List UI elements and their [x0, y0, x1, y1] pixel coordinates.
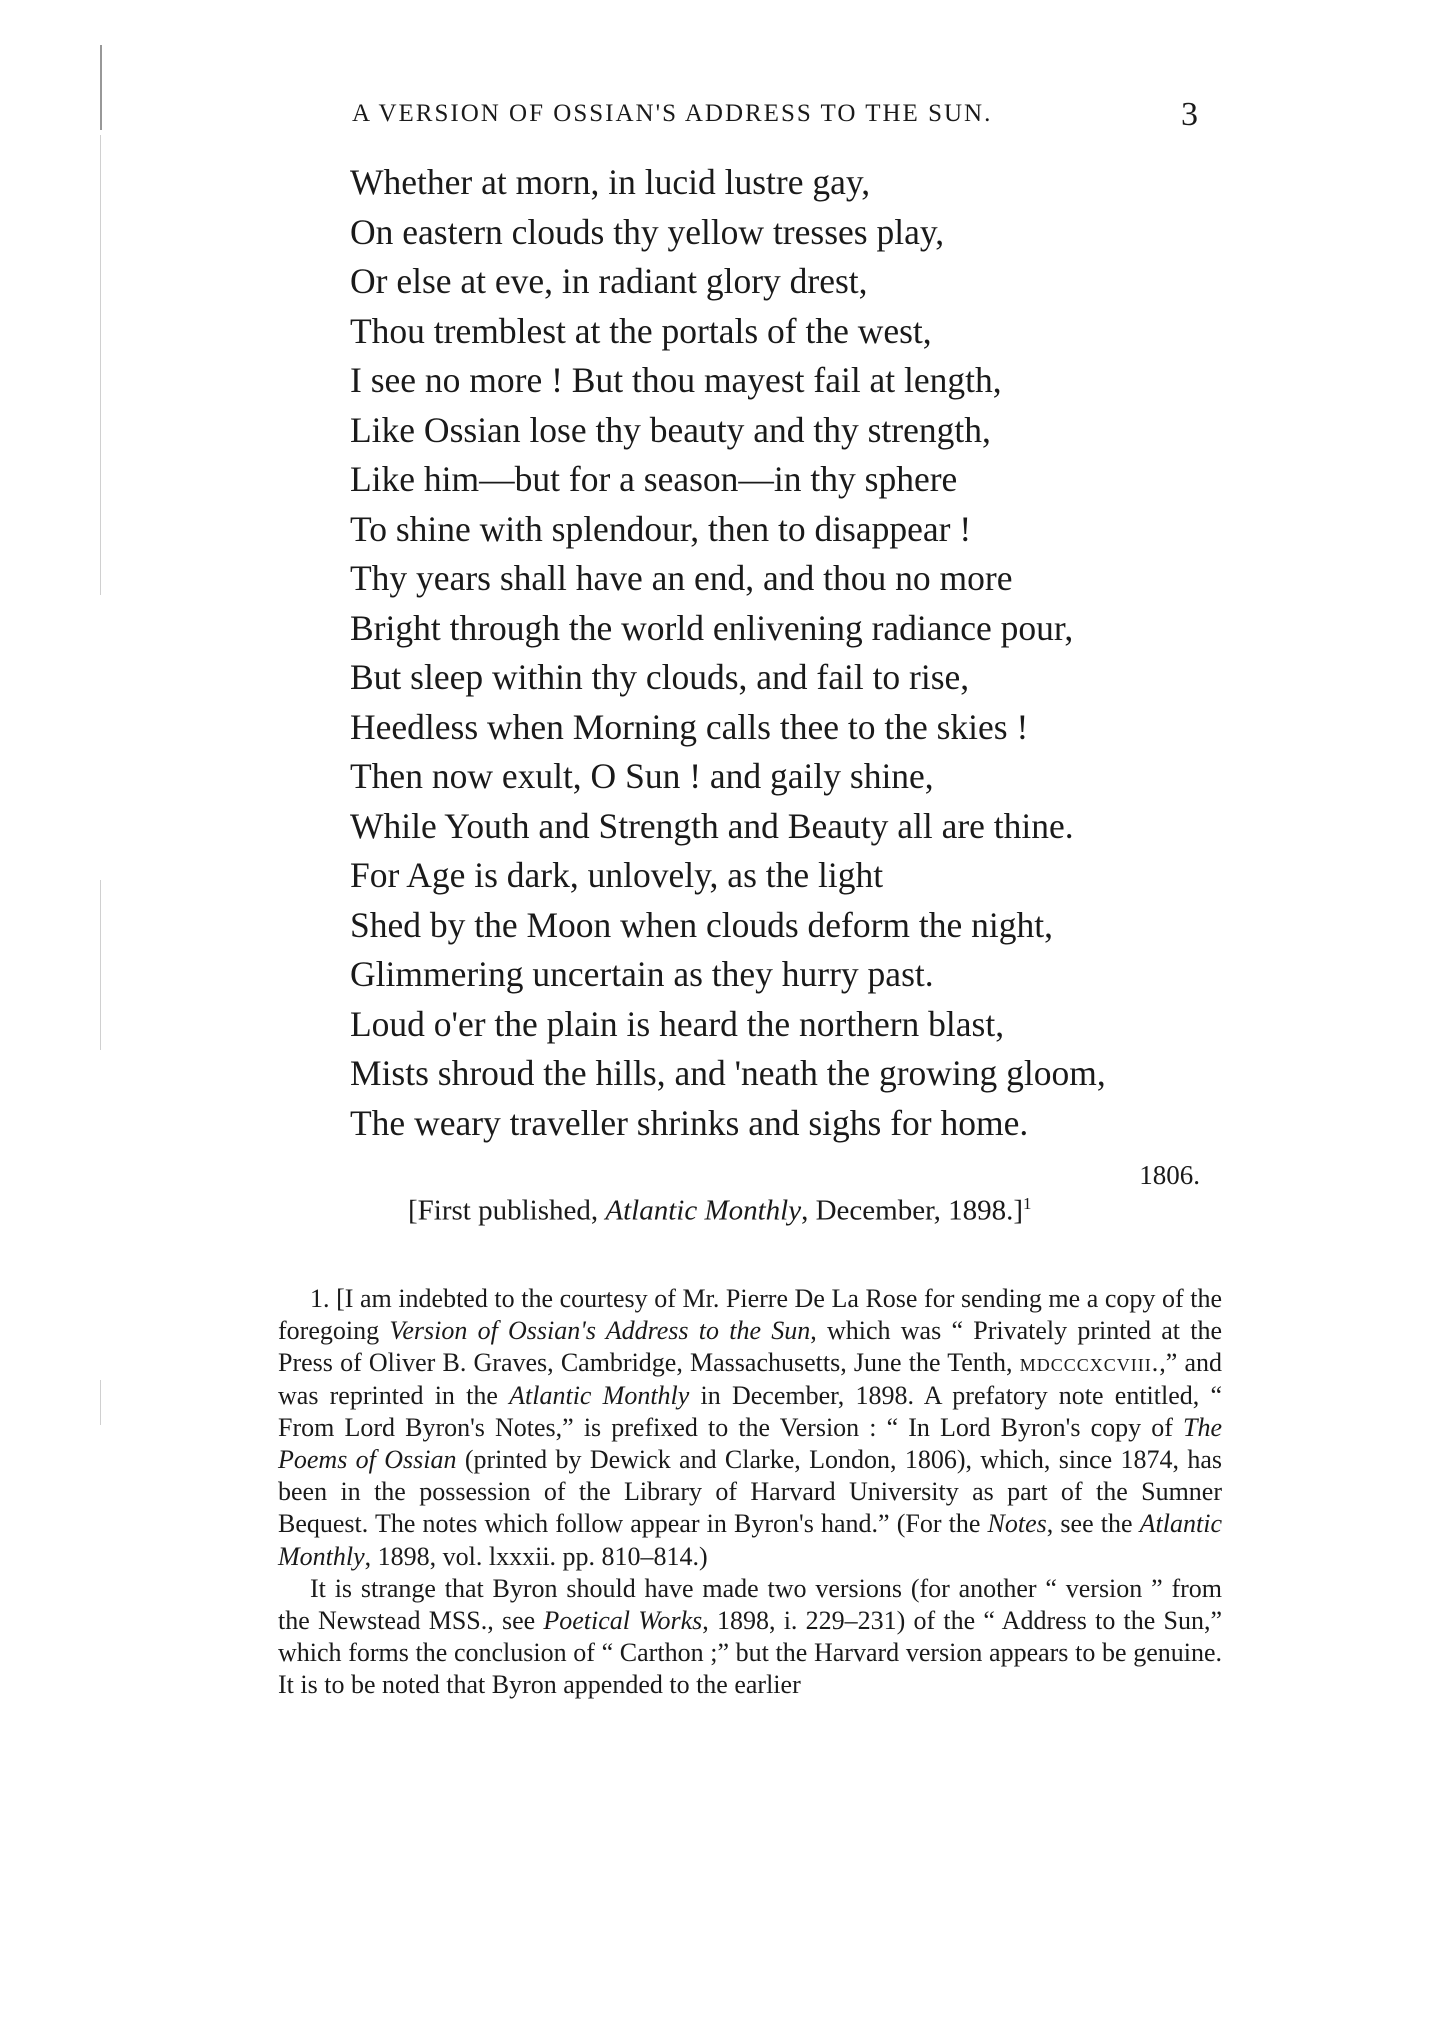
footnote-text: , which was “ Privately printed at the Press of Oliver B. Graves, Cambridge, Massachusetts, June the Tenth,	[278, 1316, 1222, 1378]
footnote-text: [I am indebted to the courtesy of Mr. Pierre De La Rose for sending me a copy of the foregoing	[278, 1284, 1222, 1346]
footnote-number: 1.	[310, 1284, 330, 1313]
footnote-works-title: Poetical Works	[543, 1606, 703, 1636]
poem-line: Or else at eve, in radiant glory drest,	[350, 261, 868, 301]
poem-line: While Youth and Strength and Beauty all are thine.	[350, 805, 1074, 846]
poem-line: For Age is dark, unlovely, as the light	[350, 855, 884, 895]
footnote-journal: Atlantic Monthly	[278, 1509, 1222, 1571]
poem-line: Then now exult, O Sun ! and gaily shine,	[350, 756, 934, 796]
scan-edge-mark	[100, 880, 101, 1050]
footnote-text: ,” and was reprinted in the	[278, 1348, 1222, 1410]
scan-edge-mark	[100, 1380, 101, 1425]
poem-line: Mists shroud the hills, and 'neath the growing gloom,	[350, 1053, 1106, 1093]
poem-line: Thou tremblest at the portals of the west,	[350, 310, 932, 351]
footnote-title: Version of Ossian's Address to the Sun	[389, 1316, 811, 1346]
footnote-text: , 1898, vol. lxxxii. pp. 810–814.)	[364, 1541, 708, 1571]
running-head	[352, 96, 1212, 140]
footnote-notes-title: Notes	[987, 1509, 1047, 1539]
poem-date: 1806.	[1139, 1160, 1200, 1190]
poem-line: Loud o'er the plain is heard the northern blast,	[350, 1003, 1005, 1044]
page-number: 3	[1181, 96, 1198, 133]
poem-line: I see no more ! But thou mayest fail at length,	[350, 360, 1002, 400]
poem-line: Glimmering uncertain as they hurry past.	[350, 954, 934, 994]
footnote-text: (printed by Dewick and Clarke, London, 1806), which, since 1874, has been in the possession of the Library of Harvard University as part of the Sumner Bequest. The notes which follow appear in Byron's hand.” (For the	[278, 1445, 1222, 1539]
poem-line: Thy years shall have an end, and thou no more	[350, 558, 1013, 598]
poem-line: The weary traveller shrinks and sighs for home.	[350, 1102, 1029, 1143]
footnote-book-title: The Poems of Ossian	[278, 1412, 1222, 1475]
poem	[350, 158, 1230, 1148]
poem-line: Bright through the world enlivening radiance pour,	[350, 607, 1074, 648]
scan-edge-mark	[100, 135, 101, 595]
poem-line: Shed by the Moon when clouds deform the night,	[350, 904, 1053, 945]
publication-journal: Atlantic Monthly	[605, 1194, 802, 1227]
poem-line: On eastern clouds thy yellow tresses play,	[350, 211, 945, 252]
running-title: A VERSION OF OSSIAN'S ADDRESS TO THE SUN.	[352, 100, 993, 127]
poem-line: Whether at morn, in lucid lustre gay,	[350, 162, 871, 202]
footnote	[278, 1283, 1222, 1702]
poem-line: Like him—but for a season—in thy sphere	[350, 459, 958, 499]
publication-suffix: , December, 1898.]	[801, 1194, 1023, 1227]
scan-edge-mark	[100, 45, 102, 130]
publication-note	[408, 1194, 1228, 1228]
footnote-paragraph	[278, 1283, 1222, 1573]
poem-line: Heedless when Morning calls thee to the skies !	[350, 706, 1029, 747]
footnote-journal: Atlantic Monthly	[509, 1380, 690, 1410]
roman-date: mdcccxcviii.	[1019, 1348, 1160, 1378]
footnote-text: , see the	[1046, 1509, 1140, 1539]
publication-prefix: [First published,	[408, 1194, 606, 1227]
footnote-reference[interactable]: 1	[1022, 1194, 1032, 1213]
footnote-paragraph	[278, 1573, 1222, 1702]
footnote-text: in December, 1898. A prefatory note entitled, “ From Lord Byron's Notes,” is prefixed to the Version : “ In Lord Byron's copy of	[278, 1380, 1223, 1442]
poem-line: But sleep within thy clouds, and fail to rise,	[350, 657, 970, 697]
poem-line: Like Ossian lose thy beauty and thy strength,	[350, 409, 991, 450]
footnote-text: It is strange that Byron should have made two versions (for another “ version ” from the Newstead MSS., see	[278, 1573, 1222, 1636]
footnote-text: , 1898, i. 229–231) of the “ Address to the Sun,” which forms the conclusion of “ Carthon ;” but the Harvard version appears to be genuine. It is to be noted that Byron appended to the earlier	[278, 1606, 1223, 1700]
poem-line: To shine with splendour, then to disappear !	[350, 508, 972, 549]
